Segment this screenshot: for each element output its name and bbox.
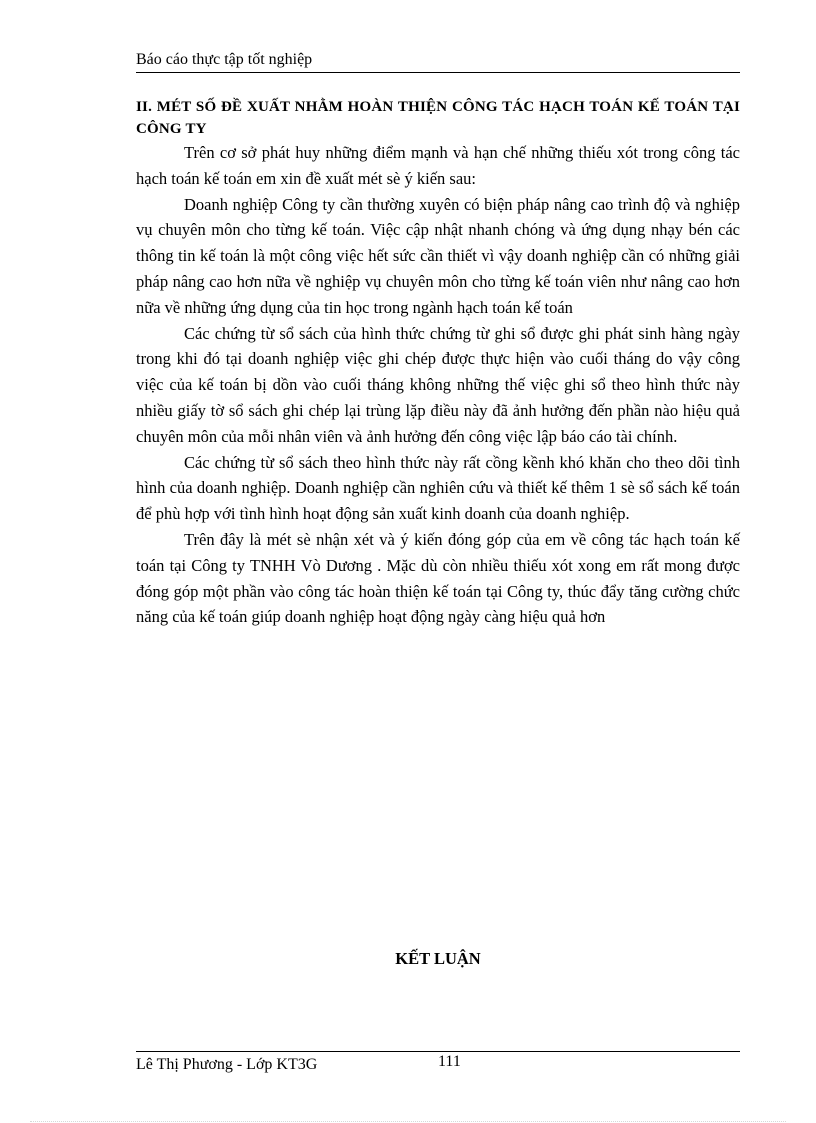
paragraph-3: Các chứng từ sổ sách của hình thức chứng từ ghi sổ được ghi phát sinh hàng ngày trong khi đó tại doanh nghiệp việc ghi chép được thực hiện vào cuối tháng do vậy công việc của kế toán bị dồn vào cuối tháng không những thế việc ghi sổ theo hình thức này nhiều giấy tờ sổ sách ghi chép lại trùng lặp điều này đã ảnh hưởng đến phần nào hiệu quả chuyên môn của mỗi nhân viên và ảnh hưởng đến công việc lập báo cáo tài chính. [136, 323, 740, 446]
page-header [136, 50, 740, 73]
paragraph-1: Trên cơ sở phát huy những điểm mạnh và hạn chế những thiếu xót trong công tác hạch toán kế toán em xin đề xuất mét sè ý kiến sau: [136, 143, 740, 188]
main-content [136, 96, 740, 630]
page-number: 111 [438, 1053, 461, 1070]
conclusion-heading: KẾT LUẬN [395, 949, 481, 968]
paragraph-2: Doanh nghiệp Công ty cần thường xuyên có biện pháp nâng cao trình độ và nghiệp vụ chuyên môn cho từng kế toán. Việc cập nhật nhanh chóng và ứng dụng nhạy bén các thông tin kế toán là một công việc hết sức cần thiết vì vậy doanh nghiệp cần có những giải pháp nâng cao hơn nữa về nghiệp vụ chuyên môn cho từng kế toán viên như nâng cao hơn nữa về những ứng dụng của tin học trong ngành hạch toán kế toán [136, 194, 740, 317]
header-title: Báo cáo thực tập tốt nghiệp [136, 51, 313, 68]
page-edge-divider [30, 1121, 786, 1122]
section-heading: II. MÉT SỐ ĐỀ XUẤT NHẰM HOÀN THIỆN CÔNG TÁC HẠCH TOÁN KẾ TOÁN TẠI CÔNG TY [136, 99, 740, 137]
paragraph-5: Trên đây là mét sè nhận xét và ý kiến đóng góp của em về công tác hạch toán kế toán tại Công ty TNHH Vò Dương . Mặc dù còn nhiều thiếu xót xong em rất mong được đóng góp một phần vào công tác hoàn thiện kế toán tại Công ty, thúc đẩy tăng cường chức năng của kế toán giúp doanh nghiệp hoạt động ngày càng hiệu quả hơn [136, 529, 740, 627]
paragraph-4: Các chứng từ sổ sách theo hình thức này rất cồng kềnh khó khăn cho theo dõi tình hình của doanh nghiệp. Doanh nghiệp cần nghiên cứu và thiết kế thêm 1 sè sổ sách kế toán để phù hợp với tình hình hoạt động sản xuất kinh doanh của doanh nghiệp. [136, 452, 740, 524]
footer-author: Lê Thị Phương - Lớp KT3G [136, 1056, 318, 1073]
